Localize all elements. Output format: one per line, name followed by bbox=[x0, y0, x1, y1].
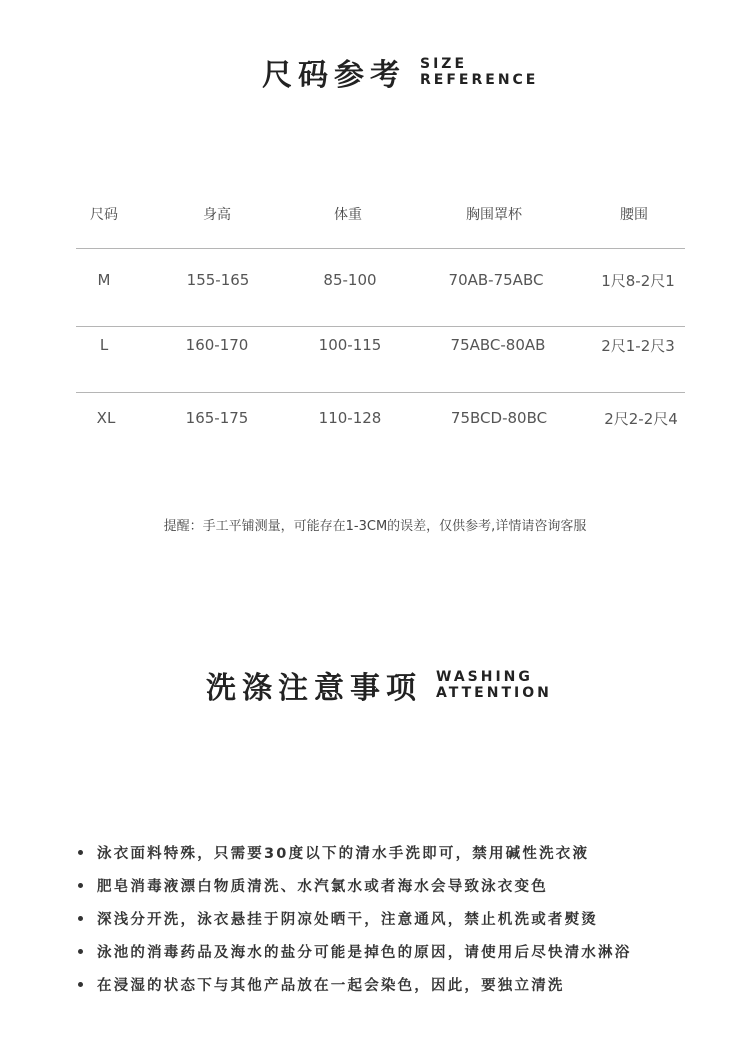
row-divider bbox=[76, 326, 685, 327]
bullet-icon bbox=[78, 949, 83, 954]
washing-title-cn: 洗涤注意事项 bbox=[206, 671, 422, 706]
measurement-note: 提醒：手工平铺测量，可能存在1-3CM的误差，仅供参考,详情请咨询客服 bbox=[163, 519, 587, 534]
washing-title-en: WASHING ATTENTION bbox=[436, 669, 552, 701]
size-reference-title bbox=[262, 50, 538, 94]
list-item: 肥皂消毒液漂白物质清洗、水汽氯水或者海水会导致泳衣变色 bbox=[78, 869, 631, 902]
size-table bbox=[76, 190, 685, 236]
header-size: 尺码 bbox=[90, 207, 118, 223]
bullet-icon bbox=[78, 982, 83, 987]
list-item: 泳池的消毒药品及海水的盐分可能是掉色的原因，请使用后尽快清水淋浴 bbox=[78, 935, 631, 968]
header-divider bbox=[76, 248, 685, 249]
header-height: 身高 bbox=[203, 207, 231, 223]
bullet-icon bbox=[78, 916, 83, 921]
size-title-en: SIZE REFERENCE bbox=[420, 56, 539, 88]
list-item: 深浅分开洗，泳衣悬挂于阴凉处晒干，注意通风，禁止机洗或者熨烫 bbox=[78, 902, 631, 935]
header-bust: 胸围罩杯 bbox=[466, 207, 522, 223]
header-waist: 腰围 bbox=[620, 207, 648, 223]
table-header-row bbox=[76, 190, 685, 236]
size-title-cn: 尺码参考 bbox=[262, 58, 406, 93]
list-item: 在浸湿的状态下与其他产品放在一起会染色，因此，要独立清洗 bbox=[78, 968, 631, 1001]
bullet-icon bbox=[78, 850, 83, 855]
bullet-icon bbox=[78, 883, 83, 888]
header-weight: 体重 bbox=[334, 207, 362, 223]
list-item: 泳衣面料特殊，只需要30度以下的清水手洗即可，禁用碱性洗衣液 bbox=[78, 836, 631, 869]
row-divider bbox=[76, 392, 685, 393]
washing-instructions-list bbox=[78, 836, 631, 1001]
washing-attention-title bbox=[206, 663, 552, 707]
